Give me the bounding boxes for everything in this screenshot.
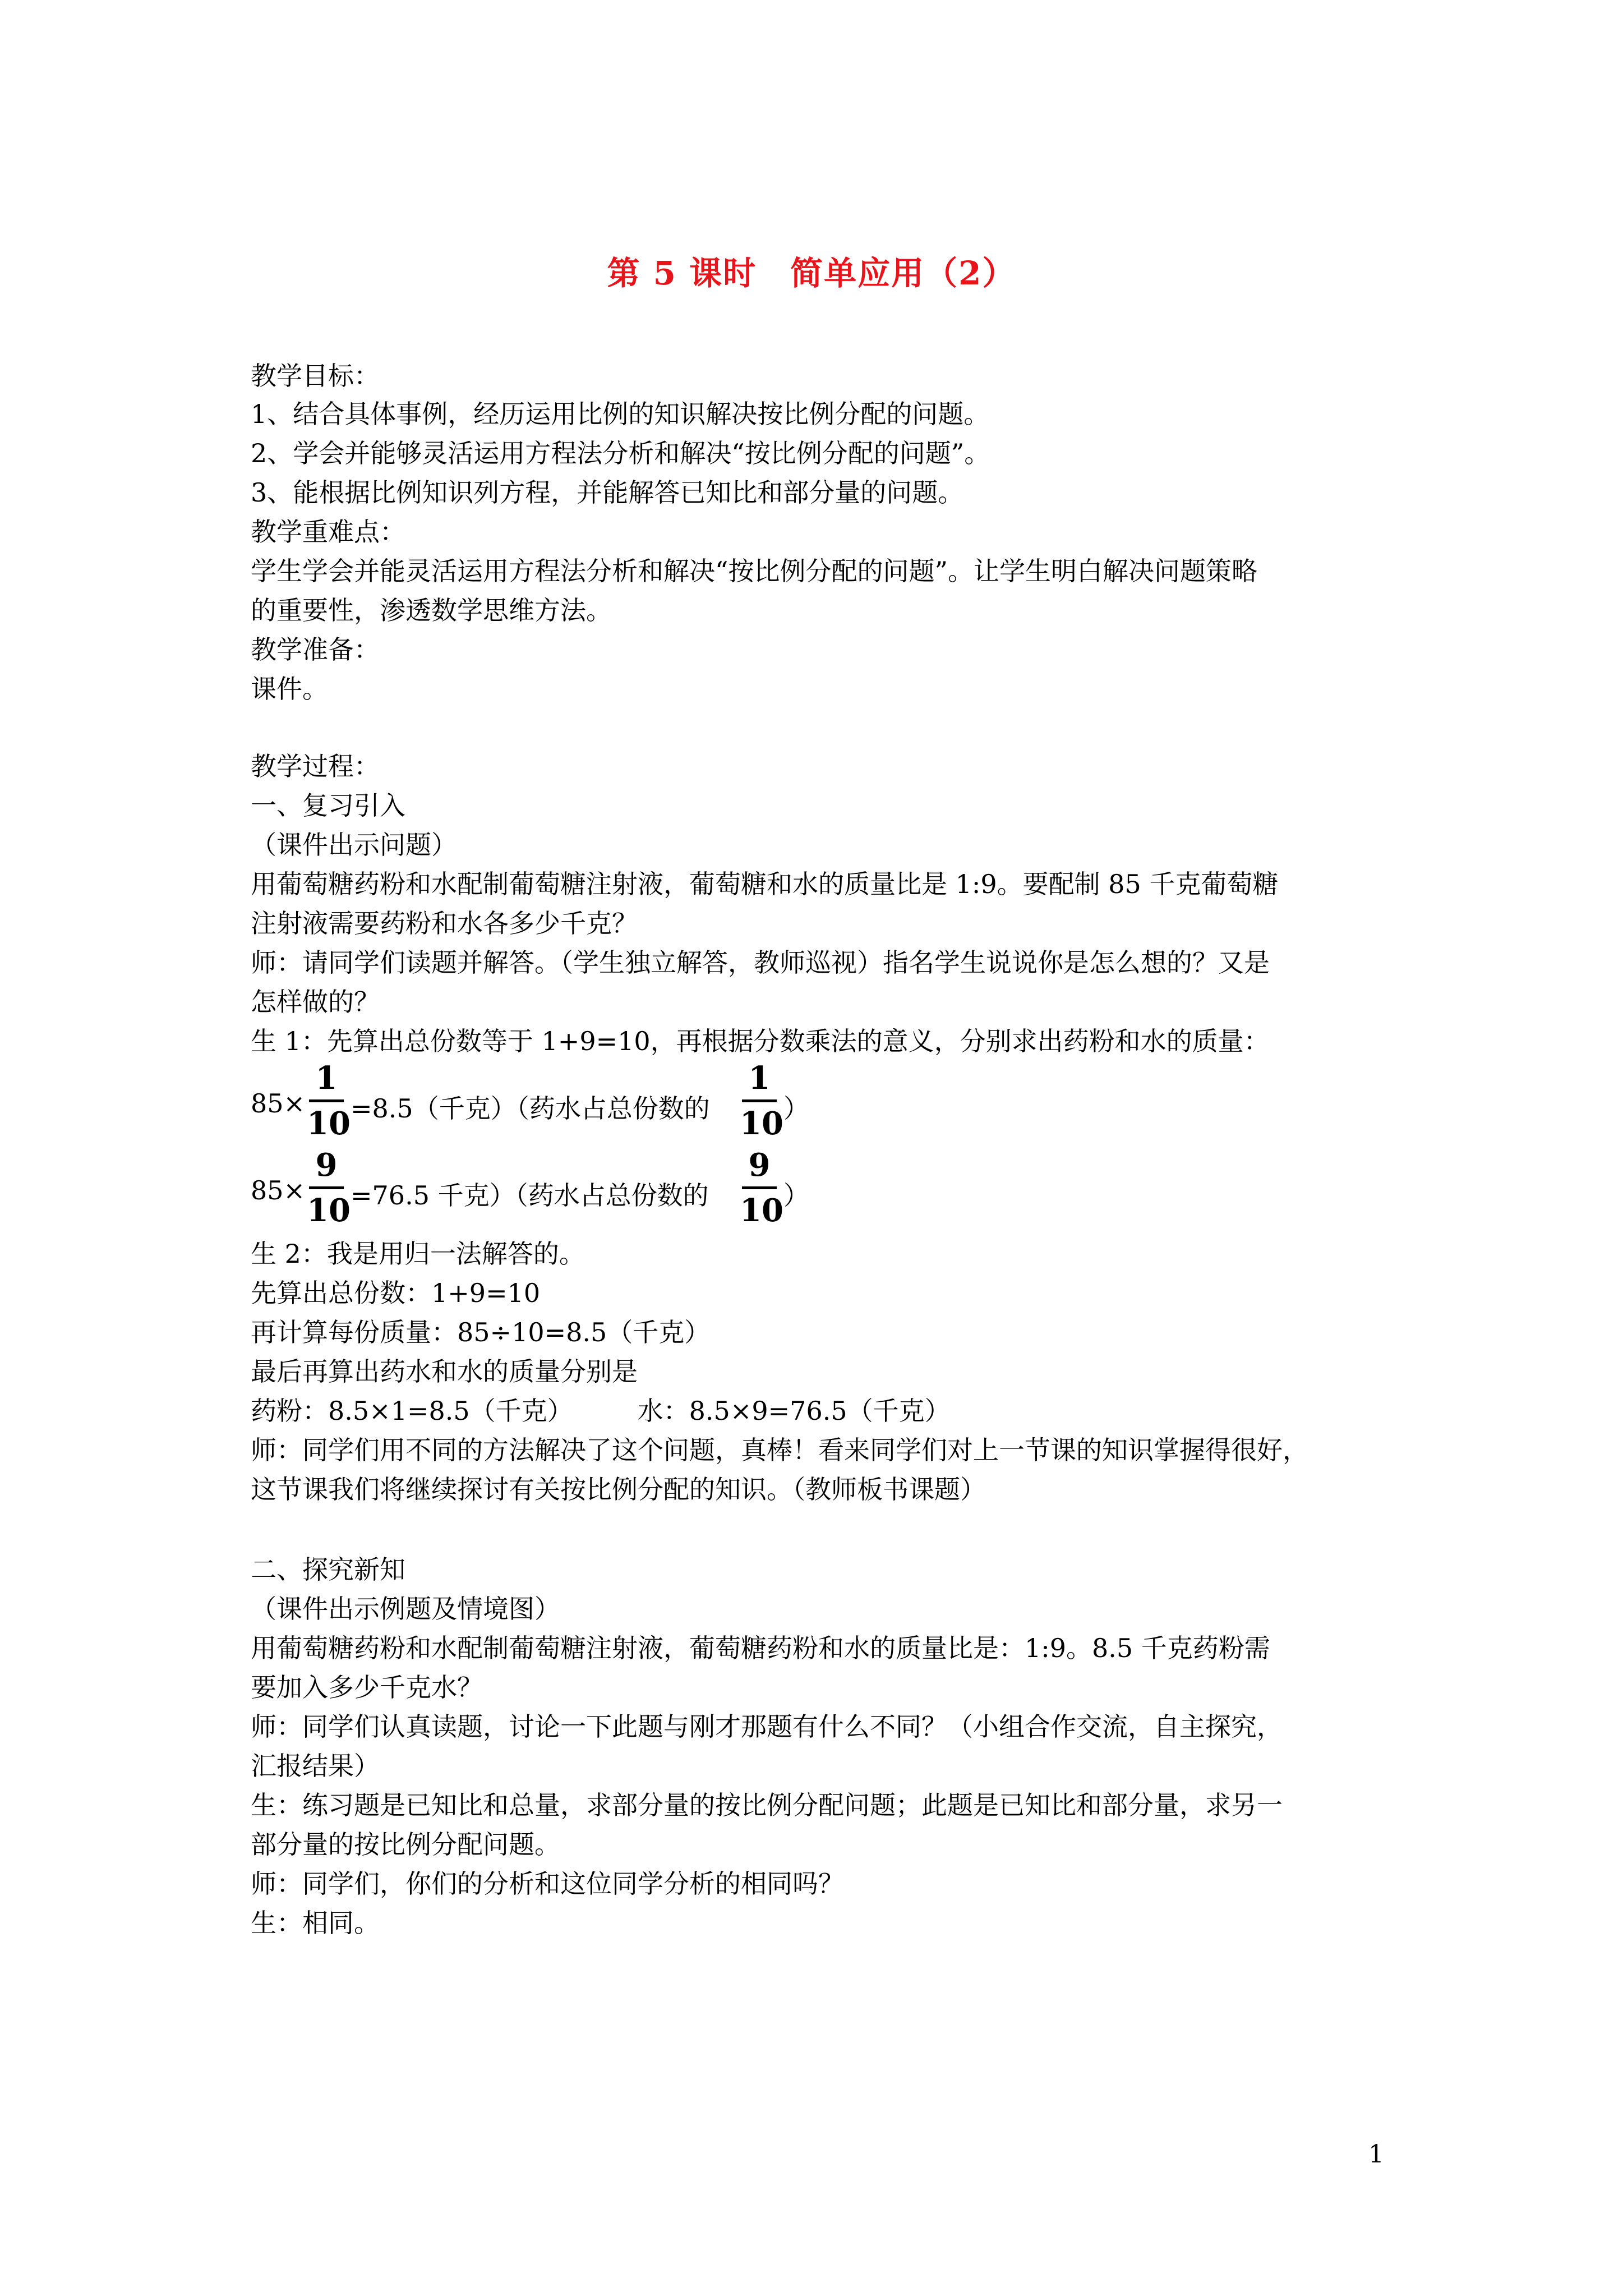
eq2-den-b: 10 — [740, 1192, 783, 1229]
problem2-line-a: 用葡萄糖药粉和水配制葡萄糖注射液，葡萄糖药粉和水的质量比是：1:9。8.5 千克药粉需 — [251, 1633, 1270, 1663]
eq1-fraction-a — [307, 1060, 351, 1145]
s2-step-4: 药粉：8.5×1=8.5（千克） 水：8.5×9=76.5（千克） — [251, 1396, 951, 1426]
part1-heading: 一、复习引入 — [251, 790, 405, 821]
eq2-fraction-a — [307, 1147, 351, 1232]
page-title: 第 5 课时 简单应用（2） — [607, 254, 1016, 292]
eq1-den-a: 10 — [307, 1105, 351, 1142]
eq2-den-a: 10 — [307, 1192, 351, 1229]
student3-line-b: 部分量的按比例分配问题。 — [251, 1829, 560, 1860]
page-number: 1 — [1368, 2140, 1384, 2169]
eq1-mid: =8.5（千克）（药水占总份数的 — [351, 1093, 710, 1124]
key-line-1: 学生学会并能灵活运用方程法分析和解决“按比例分配的问题”。让学生明白解决问题策略 — [251, 556, 1258, 586]
key-heading: 教学重难点： — [251, 517, 405, 547]
eq1-prefix: 85× — [251, 1088, 306, 1119]
part2-heading: 二、探究新知 — [251, 1554, 405, 1585]
teacher2-line-a: 师：同学们用不同的方法解决了这个问题，真棒！看来同学们对上一节课的知识掌握得很好， — [251, 1435, 1308, 1465]
process-heading: 教学过程： — [251, 751, 380, 781]
prep-line-1: 课件。 — [251, 674, 328, 704]
problem1-line-b: 注射液需要药粉和水各多少千克？ — [251, 908, 638, 938]
eq2-mid: =76.5 千克）（药水占总份数的 — [351, 1180, 709, 1211]
eq2-suffix: ） — [783, 1180, 809, 1211]
student1-line: 生 1：先算出总份数等于 1+9=10，再根据分数乘法的意义，分别求出药粉和水的质量： — [251, 1026, 1270, 1056]
part2-show: （课件出示例题及情境图） — [251, 1594, 560, 1624]
student2-line: 生 2：我是用归一法解答的。 — [251, 1239, 585, 1269]
key-line-2: 的重要性，渗透数学思维方法。 — [251, 595, 612, 625]
eq2-num-b: 9 — [748, 1147, 771, 1184]
s2-step-3: 最后再算出药水和水的质量分别是 — [251, 1356, 638, 1387]
eq1-num-a: 1 — [315, 1060, 338, 1097]
teacher1-line-a: 师：请同学们读题并解答。（学生独立解答，教师巡视）指名学生说说你是怎么想的？又是 — [251, 947, 1270, 978]
eq1-fraction-b — [740, 1060, 783, 1145]
goal-3: 3、能根据比例知识列方程，并能解答已知比和部分量的问题。 — [251, 477, 964, 508]
eq2-prefix: 85× — [251, 1175, 306, 1205]
goals-heading: 教学目标： — [251, 361, 380, 391]
s2-step-2: 再计算每份质量：85÷10=8.5（千克） — [251, 1317, 711, 1347]
problem1-line-a: 用葡萄糖药粉和水配制葡萄糖注射液，葡萄糖和水的质量比是 1:9。要配制 85 千克葡萄糖 — [251, 869, 1279, 899]
teacher3-line-a: 师：同学们认真读题，讨论一下此题与刚才那题有什么不同？（小组合作交流，自主探究， — [251, 1711, 1283, 1742]
problem2-line-b: 要加入多少千克水？ — [251, 1672, 483, 1703]
student3-line-a: 生：练习题是已知比和总量，求部分量的按比例分配问题；此题是已知比和部分量，求另一 — [251, 1790, 1283, 1820]
prep-heading: 教学准备： — [251, 634, 380, 665]
teacher1-line-b: 怎样做的？ — [251, 987, 380, 1017]
goal-1: 1、结合具体事例，经历运用比例的知识解决按比例分配的问题。 — [251, 399, 990, 429]
goal-2: 2、学会并能够灵活运用方程法分析和解决“按比例分配的问题”。 — [251, 438, 990, 468]
eq1-suffix: ） — [783, 1093, 809, 1124]
teacher4-line: 师：同学们，你们的分析和这位同学分析的相同吗？ — [251, 1869, 844, 1899]
student4-line: 生：相同。 — [251, 1908, 380, 1938]
s2-step-1: 先算出总份数：1+9=10 — [251, 1278, 541, 1308]
teacher2-line-b: 这节课我们将继续探讨有关按比例分配的知识。（教师板书课题） — [251, 1474, 986, 1504]
eq2-fraction-b — [740, 1147, 783, 1232]
part1-show: （课件出示问题） — [251, 830, 457, 860]
eq1-num-b: 1 — [748, 1060, 771, 1097]
teacher3-line-b: 汇报结果） — [251, 1751, 380, 1781]
eq1-den-b: 10 — [740, 1105, 783, 1142]
eq2-num-a: 9 — [315, 1147, 338, 1184]
